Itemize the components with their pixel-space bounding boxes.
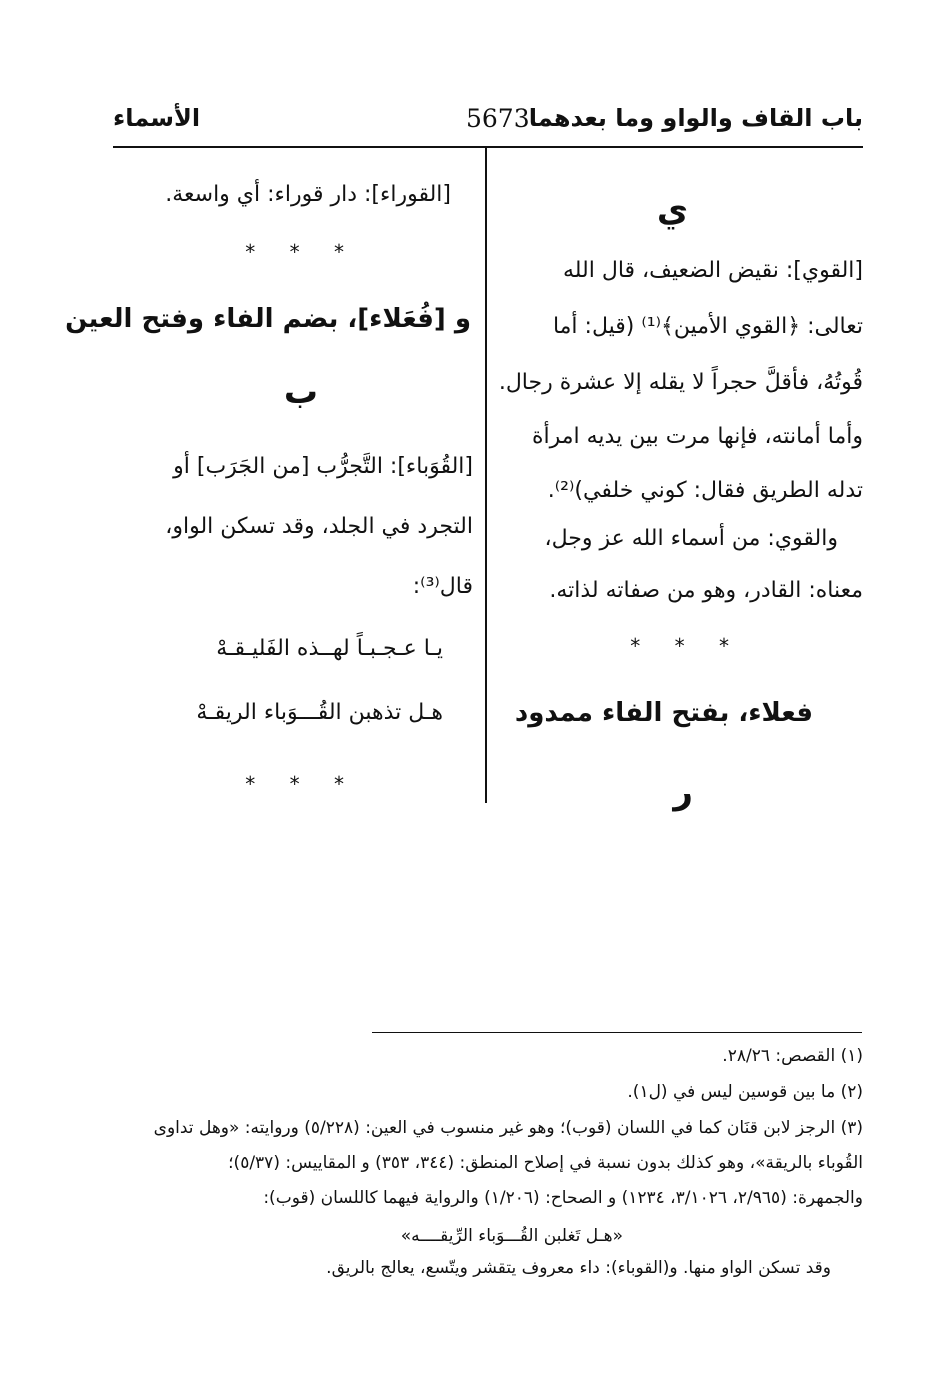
section-heading: فعلاء، بفتح الفاء ممدود <box>514 698 813 728</box>
page-number: 5673 <box>466 104 530 133</box>
footnote-rule <box>372 1032 862 1033</box>
running-head-chapter: باب القاف والواو وما بعدهما <box>528 104 863 132</box>
footnote-3-line: والجمهرة: (٢/٩٦٥، ٣/١٠٢٦، ١٢٣٤) و الصحاح: (١/٢٠٦) والرواية فيهما كاللسان (قوب): <box>263 1188 863 1208</box>
entry-line: تعالى: ﴿القوي الأمين﴾⁽¹⁾ (قيل: أما <box>552 314 863 339</box>
entry-line: التجرد في الجلد، وقد تسكن الواو، <box>165 514 473 539</box>
running-head-section: الأسماء <box>113 104 201 132</box>
entry-line: قُوتُهُ، فأقلَّ حجراً لا يقله إلا عشرة رجال. <box>498 370 863 395</box>
entry-line: معناه: القادر، وهو من صفاته لذاته. <box>549 578 863 603</box>
section-divider-stars: * * * <box>245 772 358 796</box>
column-divider <box>485 147 487 803</box>
footnote-2: (٢) ما بين قوسين ليس في (ل١). <box>627 1082 863 1102</box>
entry-line: [القوي]: نقيض الضعيف، قال الله <box>562 258 863 283</box>
footnote-3-line: القُوباء بالريقة»، وهو كذلك بدون نسبة في إصلاح المنطق: (٣٤٤، ٣٥٣) و المقاييس: (٥/٣٧)؛ <box>228 1153 863 1173</box>
footnote-3-verse: «هـل تَغلبن القُـــوَباء الرِّيقــــه» <box>400 1226 623 1246</box>
entry-line: [القوراء]: دار قوراء: أي واسعة. <box>165 182 451 207</box>
entry-line: تدله الطريق فقال: كوني خلفي)⁽²⁾. <box>547 478 863 503</box>
header-rule <box>113 146 863 148</box>
section-divider-stars: * * * <box>245 240 358 264</box>
letter-heading-ra: ر <box>673 772 693 812</box>
section-heading: و [فُعَلاء]، بضم الفاء وفتح العين <box>65 304 471 334</box>
section-divider-stars: * * * <box>630 634 743 658</box>
entry-line: والقوي: من أسماء الله عز وجل، <box>544 526 838 551</box>
footnote-3-line: وقد تسكن الواو منها. و(القوباء): داء معروف يتقشر ويتّسع، يعالج بالريق. <box>326 1258 831 1278</box>
letter-heading-ya: ي <box>656 190 688 230</box>
letter-heading-ba: ب <box>283 372 318 412</box>
footnote-3-line: (٣) الرجز لابن قنَان كما في اللسان (قوب)؛ وهو غير منسوب في العين: (٥/٢٢٨) وروايته: «وهل تداوى <box>153 1118 863 1138</box>
verse-line-2: هـل تذهبن القُـــوَباء الريقـهْ <box>196 700 443 725</box>
entry-line: وأما أمانته، فإنها مرت بين يديه امرأة <box>531 424 863 449</box>
entry-line: [القُوَباء]: التَّجرُّب [من الجَرَب] أو <box>173 454 473 479</box>
verse-line-1: يـا عـجـبـاً لهــذه الفَليـقـهْ <box>216 636 443 661</box>
entry-line: قال⁽³⁾: <box>412 574 473 599</box>
footnote-1: (١) القصص: ٢٨/٢٦. <box>722 1046 863 1066</box>
